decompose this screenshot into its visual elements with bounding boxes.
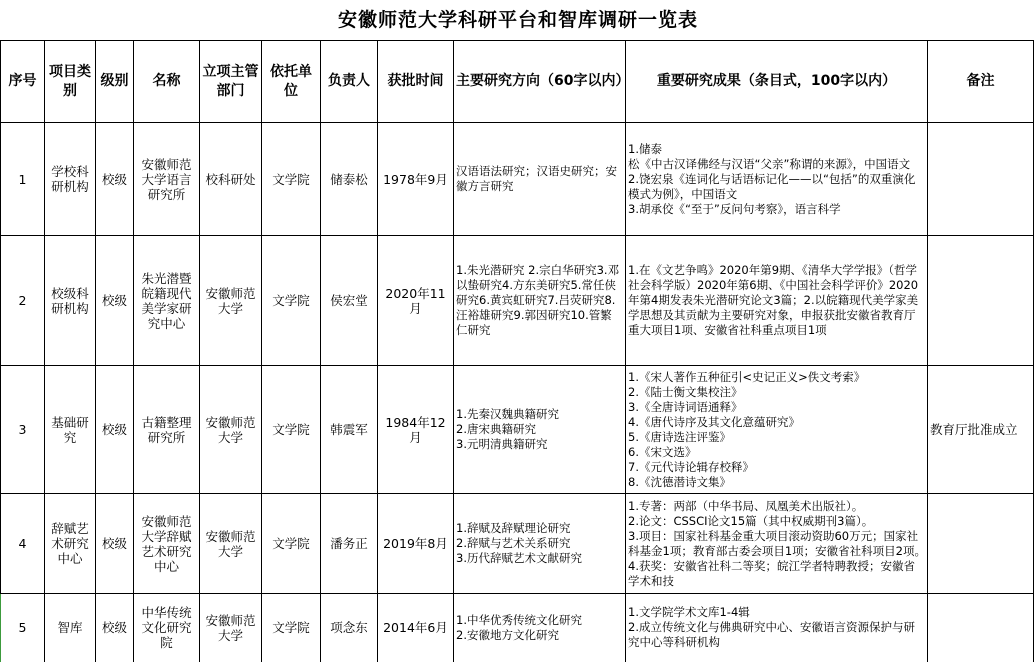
achievement-item: 2.饶宏泉《连词化与话语标记化——以“包括”的双重演化模式为例》，中国语文 <box>628 171 916 201</box>
cell-achievements <box>626 494 944 594</box>
cell-leader: 侯宏堂 <box>321 236 378 366</box>
cell-host: 文学院 <box>262 594 321 662</box>
achievement-item: 7.《元代诗论辑存校释》 <box>628 459 754 474</box>
cell-dept: 安徽师范大学 <box>200 494 262 594</box>
cell-name: 安徽师范大学辞赋艺术研究中心 <box>134 494 200 594</box>
cell-name: 安徽师范大学语言研究所 <box>134 123 200 236</box>
page-title: 安徽师范大学科研平台和智库调研一览表 <box>337 9 698 31</box>
achievement-item: 6.《宋文选》 <box>628 444 697 459</box>
cell-date: 2014年6月 <box>378 594 454 662</box>
header-host: 依托单位 <box>262 41 321 123</box>
achievement-item: 5.《唐诗选注评鉴》 <box>628 429 731 444</box>
header-category: 项目类别 <box>45 41 96 123</box>
cell-name: 古籍整理研究所 <box>134 366 200 494</box>
achievement-item: 1.在《文艺争鸣》2020年第9期、《清华大学学报》（哲学社会科学版）2020年第6期、《中国社会科学评价》2020年第4期发表朱光潜研究论文3篇；2.以皖籍现代美学家美学思想及其贡献为主要研究对象，申报获批安徽省教育厅重大项目1项、安徽省社科重点项目1项 <box>628 263 919 337</box>
cell-achievements <box>626 123 928 236</box>
cell-category: 学校科研机构 <box>45 123 96 236</box>
direction-item: 1.辞赋及辞赋理论研究 <box>456 521 571 535</box>
cell-leader: 项念东 <box>321 594 378 662</box>
cell-remark: 教育厅批准成立 <box>928 366 1034 494</box>
survey-table <box>0 40 1034 662</box>
cell-level: 校级 <box>96 123 134 236</box>
achievement-item: 1.文学院学术文库1-4辑 <box>628 605 750 620</box>
achievement-item: 1.专著：两部（中华书局、凤凰美术出版社）。 <box>628 498 864 513</box>
achievement-item: 2.论文：CSSCI论文15篇（其中权威期刊3篇）。 <box>628 513 874 528</box>
cell-level: 校级 <box>96 594 134 662</box>
header-dept: 立项主管部门 <box>200 41 262 123</box>
cell-host: 文学院 <box>262 494 321 594</box>
cell-leader: 储泰松 <box>321 123 378 236</box>
cell-remark <box>928 494 1034 594</box>
achievement-item: 4.《唐代诗序及其文化意蕴研究》 <box>628 414 800 429</box>
header-no: 序号 <box>1 41 45 123</box>
cell-no: 2 <box>1 236 45 366</box>
achievement-item: 1.储泰 <box>628 141 662 156</box>
cell-level: 校级 <box>96 366 134 494</box>
cell-host: 文学院 <box>262 366 321 494</box>
cell-date: 2020年11月 <box>378 236 454 366</box>
cell-level: 校级 <box>96 494 134 594</box>
header-leader: 负责人 <box>321 41 378 123</box>
cell-category: 校级科研机构 <box>45 236 96 366</box>
cell-no: 4 <box>1 494 45 594</box>
cell-dept: 安徽师范大学 <box>200 236 262 366</box>
cell-direction <box>454 594 626 662</box>
cell-category: 智库 <box>45 594 96 662</box>
direction-item: 2.唐宋典籍研究 <box>456 422 536 436</box>
achievement-item: 1.《宋人著作五种征引<史记正义>佚文考索》 <box>628 369 866 384</box>
direction-item: 3.元明清典籍研究 <box>456 437 548 451</box>
cell-host: 文学院 <box>262 123 321 236</box>
direction-item: 1.中华优秀传统文化研究 <box>456 612 582 627</box>
cell-direction: 汉语语法研究；汉语史研究；安徽方言研究 <box>454 123 626 236</box>
table-row <box>1 236 1034 366</box>
achievement-item: 2.《陆士衡文集校注》 <box>628 384 743 399</box>
cell-remark <box>928 236 1034 366</box>
cell-remark <box>928 594 1034 662</box>
header-row <box>1 41 1034 123</box>
cell-dept: 安徽师范大学 <box>200 366 262 494</box>
cell-dept: 校科研处 <box>200 123 262 236</box>
header-level: 级别 <box>96 41 134 123</box>
header-direction: 主要研究方向（60字以内） <box>454 41 626 123</box>
cell-category: 基础研究 <box>45 366 96 494</box>
direction-item: 1.先秦汉魏典籍研究 <box>456 407 559 421</box>
cell-name: 朱光潜暨皖籍现代美学家研究中心 <box>134 236 200 366</box>
cell-direction: 1.朱光潜研究 2.宗白华研究3.邓以蛰研究4.方东美研究5.常任侠研究6.黄宾虹研究7.吕荧研究8.汪裕雄研究9.郭因研究10.管繁仁研究 <box>454 236 626 366</box>
cell-achievements <box>626 594 928 662</box>
table-row <box>1 594 1034 662</box>
cell-date: 1984年12月 <box>378 366 454 494</box>
achievement-item: 3.胡承佼《“至于”反问句考察》，语言科学 <box>628 201 841 216</box>
achievement-item: 3.《全唐诗词语通释》 <box>628 399 743 414</box>
cell-date: 1978年9月 <box>378 123 454 236</box>
header-name: 名称 <box>134 41 200 123</box>
cell-category: 辞赋艺术研究中心 <box>45 494 96 594</box>
cell-achievements <box>626 236 928 366</box>
header-achievements: 重要研究成果（条目式，100字以内） <box>626 41 928 123</box>
header-remark: 备注 <box>928 41 1034 123</box>
cell-leader: 韩震军 <box>321 366 378 494</box>
cell-no: 1 <box>1 123 45 236</box>
achievement-item: 2.成立传统文化与佛典研究中心、安徽语言资源保护与研究中心等科研机构 <box>628 620 915 650</box>
direction-item: 2.安徽地方文化研究 <box>456 627 559 642</box>
achievement-item: 3.项目：国家社科基金重大项目滚动资助60万元；国家社科基金1项；教育部古委会项目1项；安徽省社科项目2项。 4.获奖：安徽省社科二等奖；皖江学者特聘教授；安徽省学术和技 <box>628 528 944 588</box>
achievement-item: 8.《沈德潜诗文集》 <box>628 474 731 489</box>
cell-no: 5 <box>1 594 45 662</box>
cell-date: 2019年8月 <box>378 494 454 594</box>
cell-direction <box>454 494 626 594</box>
table-row <box>1 123 1034 236</box>
table-row <box>1 366 1034 494</box>
cell-level: 校级 <box>96 236 134 366</box>
table-row <box>1 494 1034 594</box>
header-date: 获批时间 <box>378 41 454 123</box>
cell-leader: 潘务正 <box>321 494 378 594</box>
direction-item: 2.辞赋与艺术关系研究 <box>456 536 571 550</box>
achievement-item: 松《中古汉译佛经与汉语“父亲”称谓的来源》，中国语文 <box>628 156 911 171</box>
direction-item: 3.历代辞赋艺术文献研究 <box>456 551 582 565</box>
cell-host: 文学院 <box>262 236 321 366</box>
cell-achievements <box>626 366 928 494</box>
cell-name: 中华传统文化研究院 <box>134 594 200 662</box>
cell-remark <box>928 123 1034 236</box>
cell-dept: 安徽师范大学 <box>200 594 262 662</box>
cell-no: 3 <box>1 366 45 494</box>
cell-direction <box>454 366 626 494</box>
